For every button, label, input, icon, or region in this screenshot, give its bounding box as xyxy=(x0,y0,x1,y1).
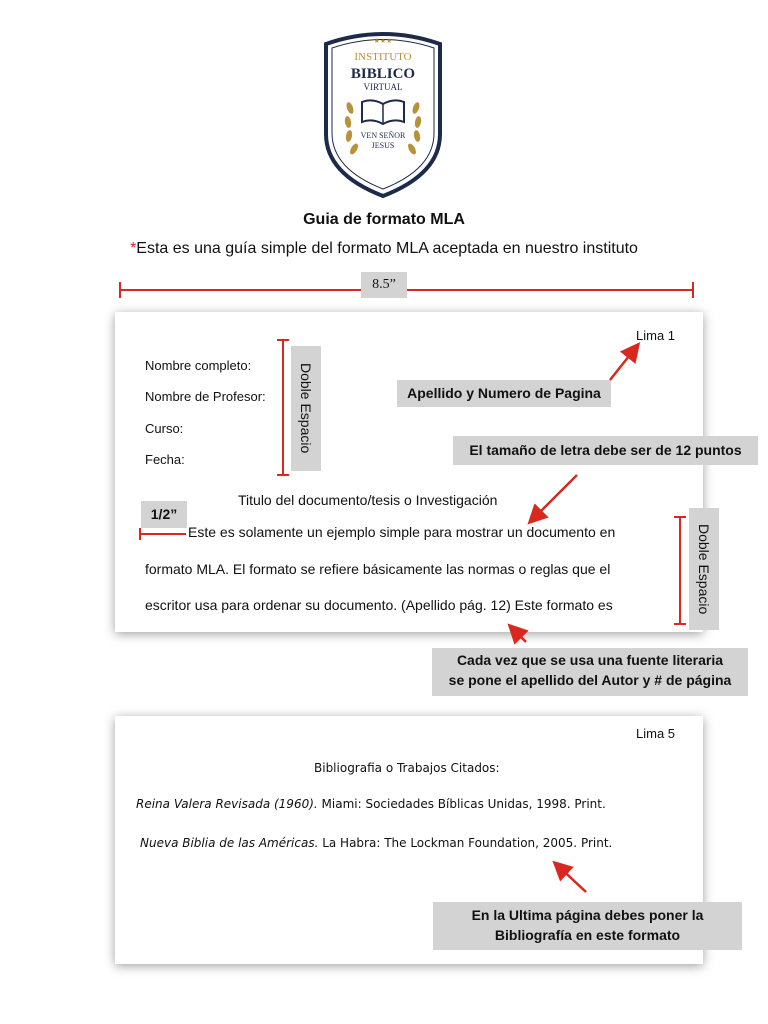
arrow-to-page-number xyxy=(610,346,637,380)
font-size-callout: El tamaño de letra debe ser de 12 puntos xyxy=(453,436,758,465)
field-course: Curso: xyxy=(145,421,184,436)
logo-text-4: VEN SEÑOR xyxy=(360,131,406,140)
logo-text-2: BIBLICO xyxy=(350,66,416,82)
page1-header-right: Lima 1 xyxy=(636,328,676,343)
svg-text:★★★: ★★★ xyxy=(373,38,393,45)
field-professor: Nombre de Profesor: xyxy=(145,389,266,404)
bib-entry-2-title: Nueva Biblia de las Américas. xyxy=(140,836,319,850)
bib-entry-1-title: Reina Valera Revisada (1960). xyxy=(136,797,318,811)
indent-callout: 1/2” xyxy=(141,501,187,528)
document-title: Titulo del documento/tesis o Investigación xyxy=(238,492,498,508)
logo-text-3: VIRTUAL xyxy=(363,82,403,92)
bib-entry-2-rest: La Habra: The Lockman Foundation, 2005. Print. xyxy=(318,836,613,850)
doble-espacio-left: Doble Espacio xyxy=(291,346,321,471)
bibliography-callout-line2: Bibliografía en este formato xyxy=(494,927,681,943)
bib-entry-1-rest: Miami: Sociedades Bíblicas Unidas, 1998. Print. xyxy=(317,797,606,811)
subtitle-text: Esta es una guía simple del formato MLA aceptada en nuestro instituto xyxy=(136,240,638,257)
field-date: Fecha: xyxy=(145,452,185,467)
width-label: 8.5” xyxy=(361,272,407,298)
subtitle-star: * xyxy=(130,240,137,257)
citation-callout-line1: Cada vez que se usa una fuente literaria xyxy=(456,652,724,668)
arrow-to-body-text xyxy=(531,475,577,521)
logo-text-5: JESUS xyxy=(371,141,395,150)
arrow-to-citation xyxy=(511,627,526,642)
page-title: Guia de formato MLA xyxy=(303,211,465,228)
apellido-callout: Apellido y Numero de Pagina xyxy=(397,380,611,407)
field-name: Nombre completo: xyxy=(145,358,252,373)
page2-header-right: Lima 5 xyxy=(636,726,676,741)
body-line-2: formato MLA. El formato se refiere básicamente las normas o reglas que el xyxy=(145,561,611,577)
body-line-1: Este es solamente un ejemplo simple para mostrar un documento en xyxy=(188,524,616,540)
body-line-3: escritor usa para ordenar su documento. (Apellido pág. 12) Este formato es xyxy=(145,597,613,613)
citation-callout-line2: se pone el apellido del Autor y # de página xyxy=(448,672,732,688)
doble-espacio-right: Doble Espacio xyxy=(689,508,719,630)
bibliography-callout-line1: En la Ultima página debes poner la xyxy=(471,907,704,923)
logo-text-1: INSTITUTO xyxy=(354,51,412,63)
arrow-to-bibliography xyxy=(556,864,586,892)
bibliography-title: Bibliografia o Trabajos Citados: xyxy=(314,761,500,775)
